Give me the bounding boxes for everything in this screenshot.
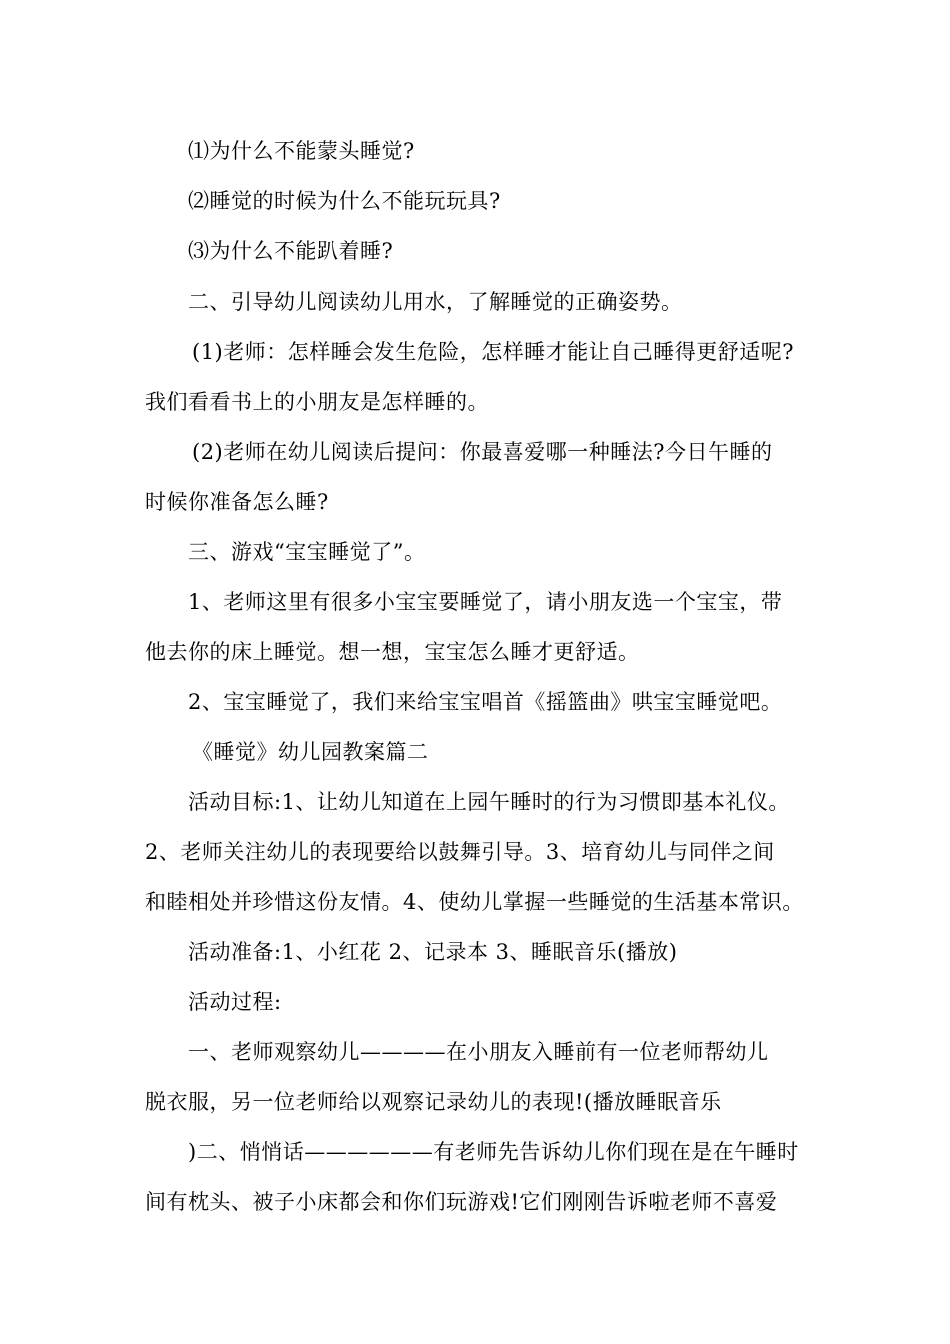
- paragraph-line: 我们看看书上的小朋友是怎样睡的。: [145, 390, 489, 414]
- paragraph-line: )二、悄悄话——————有老师先告诉幼儿你们现在是在午睡时: [188, 1140, 799, 1164]
- paragraph-line: 活动过程:: [188, 990, 282, 1014]
- chapter-title: 《睡觉》幼儿园教案篇二: [192, 740, 429, 764]
- paragraph-line: 1、老师这里有很多小宝宝要睡觉了，请小朋友选一个宝宝，带: [188, 590, 783, 614]
- paragraph-line: (1)老师：怎样睡会发生危险，怎样睡才能让自己睡得更舒适呢?: [192, 340, 795, 364]
- paragraph-line: 一、老师观察幼儿————在小朋友入睡前有一位老师帮幼儿: [188, 1040, 769, 1064]
- paragraph-line: 间有枕头、被子小床都会和你们玩游戏!它们刚刚告诉啦老师不喜爱: [145, 1190, 778, 1214]
- paragraph-line: 2、宝宝睡觉了，我们来给宝宝唱首《摇篮曲》哄宝宝睡觉吧。: [188, 690, 783, 714]
- paragraph-line: (2)老师在幼儿阅读后提问：你最喜爱哪一种睡法?今日午睡的: [192, 440, 773, 464]
- paragraph-line: 活动准备:1、小红花 2、记录本 3、睡眠音乐(播放): [188, 940, 678, 964]
- paragraph-line: 他去你的床上睡觉。想一想，宝宝怎么睡才更舒适。: [145, 640, 640, 664]
- paragraph-line: ⑴为什么不能蒙头睡觉?: [188, 139, 415, 163]
- paragraph-line: 活动目标:1、让幼儿知道在上园午睡时的行为习惯即基本礼仪。: [188, 790, 790, 814]
- paragraph-line: ⑵睡觉的时候为什么不能玩玩具?: [188, 189, 501, 213]
- paragraph-line: 和睦相处并珍惜这份友情。4、使幼儿掌握一些睡觉的生活基本常识。: [145, 890, 804, 914]
- section-heading: 二、引导幼儿阅读幼儿用水，了解睡觉的正确姿势。: [188, 290, 683, 314]
- paragraph-line: 时候你准备怎么睡?: [145, 490, 329, 514]
- paragraph-line: ⑶为什么不能趴着睡?: [188, 239, 394, 263]
- paragraph-line: 2、老师关注幼儿的表现要给以鼓舞引导。3、培育幼儿与同伴之间: [145, 840, 775, 864]
- section-heading: 三、游戏“宝宝睡觉了”。: [188, 540, 426, 564]
- paragraph-line: 脱衣服，另一位老师给以观察记录幼儿的表现!(播放睡眠音乐: [145, 1090, 722, 1114]
